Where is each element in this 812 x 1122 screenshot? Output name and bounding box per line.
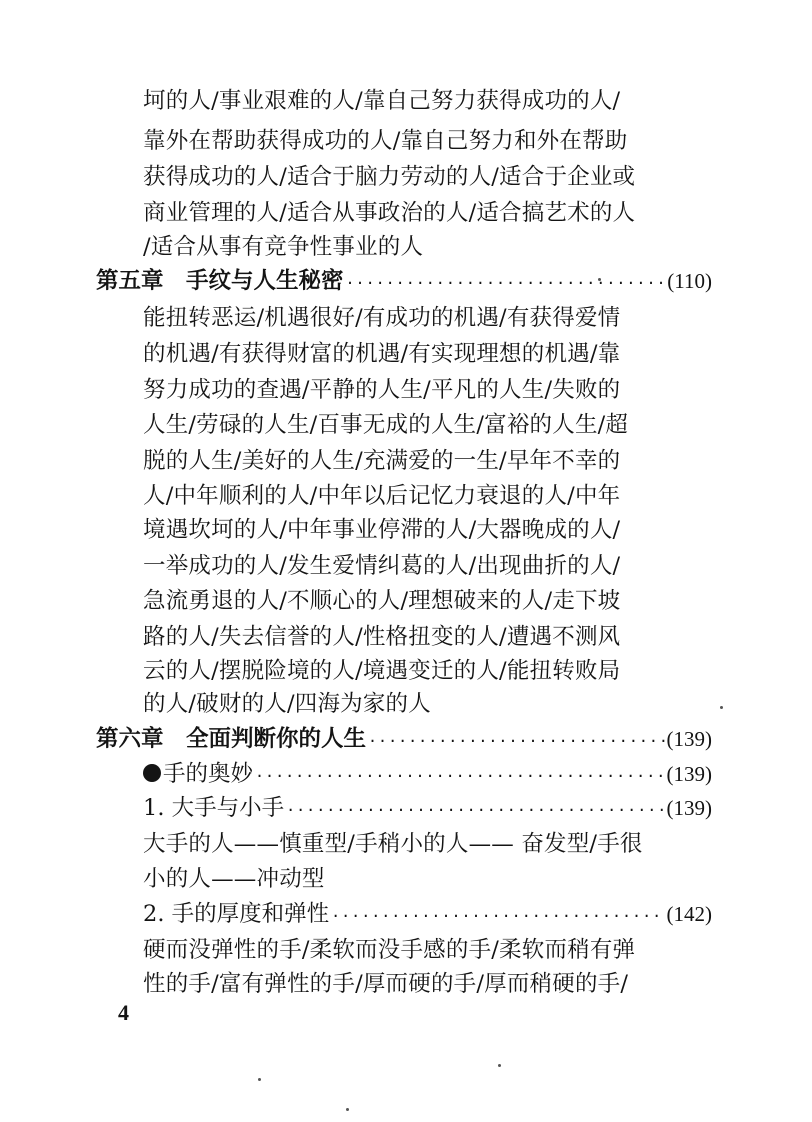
toc-text-line: /适合从事有竞争性事业的人 bbox=[143, 234, 424, 260]
page-number: 4 bbox=[118, 1000, 129, 1025]
item-1-title: 1. 大手与小手 bbox=[143, 795, 285, 821]
toc-text-line: 的机遇/有获得财富的机遇/有实现理想的机遇/靠 bbox=[143, 341, 621, 367]
toc-text-line: 商业管理的人/适合从事政治的人/适合搞艺术的人 bbox=[143, 200, 636, 226]
toc-text-line: 靠外在帮助获得成功的人/靠自己努力和外在帮助 bbox=[143, 128, 628, 154]
toc-text-line: 努力成功的查遇/平静的人生/平凡的人生/失败的 bbox=[143, 377, 621, 403]
toc-text-line: 的人/破财的人/四海为家的人 bbox=[143, 691, 431, 717]
scan-speck bbox=[258, 1078, 261, 1081]
leader-dots bbox=[368, 726, 664, 756]
toc-text-line: 获得成功的人/适合于脑力劳动的人/适合于企业或 bbox=[143, 164, 636, 190]
item-1-page: (139) bbox=[666, 796, 712, 820]
toc-entry-item-1[interactable] bbox=[143, 793, 712, 823]
toc-text-line: 云的人/摆脱险境的人/境遇变迁的人/能扭转败局 bbox=[143, 658, 621, 684]
toc-text-line: 大手的人——慎重型/手稍小的人—— 奋发型/手很 bbox=[143, 831, 643, 857]
leader-dots bbox=[331, 901, 664, 931]
chapter-6-title: 第六章 全面判断你的人生 bbox=[96, 726, 367, 752]
toc-text-line: 坷的人/事业艰难的人/靠自己努力获得成功的人/ bbox=[143, 88, 621, 114]
toc-text-line: 性的手/富有弹性的手/厚而硬的手/厚而稍硬的手/ bbox=[143, 971, 629, 997]
chapter-5-title: 第五章 手纹与人生秘密 bbox=[96, 268, 344, 294]
scan-speck bbox=[498, 1064, 501, 1067]
toc-entry-section-hand-mystery[interactable] bbox=[143, 759, 712, 789]
toc-text-line: 一举成功的人/发生爱情纠葛的人/出现曲折的人/ bbox=[143, 553, 621, 579]
chapter-6-page: (139) bbox=[666, 727, 712, 751]
section-page: (139) bbox=[666, 762, 712, 786]
item-2-page: (142) bbox=[666, 902, 712, 926]
leader-dots bbox=[255, 761, 664, 791]
leader-dots bbox=[286, 795, 664, 825]
toc-text-line: 小的人——冲动型 bbox=[143, 866, 325, 892]
toc-text-line: 人生/劳碌的人生/百事无成的人生/富裕的人生/超 bbox=[143, 412, 629, 438]
toc-text-line: 急流勇退的人/不顺心的人/理想破来的人/走下坡 bbox=[143, 588, 621, 614]
scan-speck bbox=[720, 706, 723, 709]
scan-speck bbox=[346, 1108, 349, 1111]
toc-text-line: 人/中年顺利的人/中年以后记忆力衰退的人/中年 bbox=[143, 483, 621, 509]
chapter-5-page: (110) bbox=[667, 269, 712, 293]
item-2-title: 2. 手的厚度和弹性 bbox=[143, 901, 330, 927]
toc-text-line: 脱的人生/美好的人生/充满爱的一生/早年不幸的 bbox=[143, 448, 621, 474]
leader-dots bbox=[346, 268, 666, 298]
section-title: 手的奥妙 bbox=[163, 761, 254, 787]
toc-entry-chapter-6[interactable] bbox=[96, 724, 712, 754]
toc-text-line: 硬而没弹性的手/柔软而没手感的手/柔软而稍有弹 bbox=[143, 937, 636, 963]
toc-text-line: 境遇坎坷的人/中年事业停滞的人/大器晚成的人/ bbox=[143, 517, 621, 543]
toc-text-line: 能扭转恶运/机遇很好/有成功的机遇/有获得爱情 bbox=[143, 305, 621, 331]
bullet-icon bbox=[143, 764, 161, 782]
toc-text-line: 路的人/失去信誉的人/性格扭变的人/遭遇不测风 bbox=[143, 624, 621, 650]
scan-speck bbox=[598, 278, 601, 281]
toc-entry-chapter-5[interactable] bbox=[96, 266, 712, 296]
toc-entry-item-2[interactable] bbox=[143, 899, 712, 929]
